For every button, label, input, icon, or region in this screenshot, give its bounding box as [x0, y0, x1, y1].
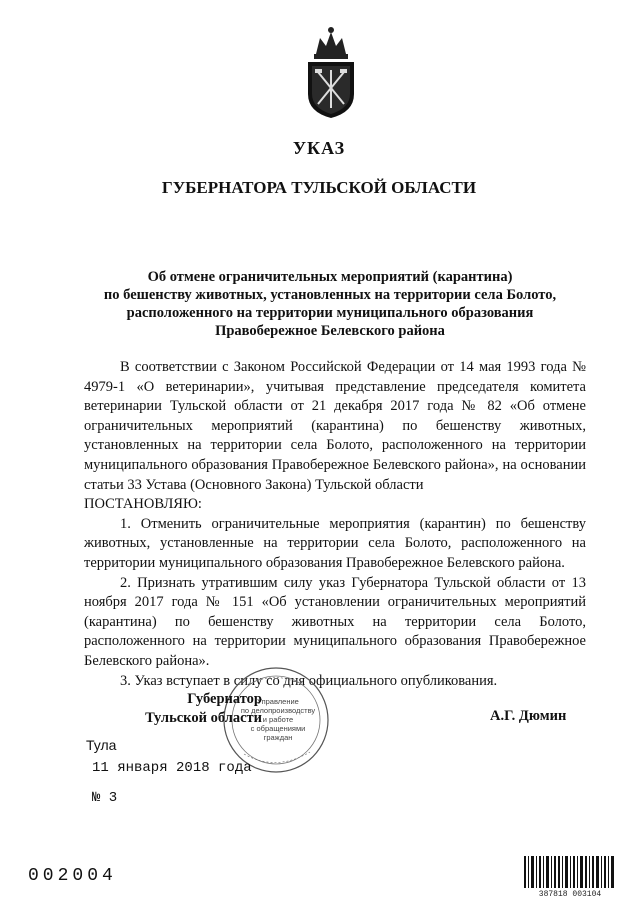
document-issuer: ГУБЕРНАТОРА ТУЛЬСКОЙ ОБЛАСТИ	[161, 178, 477, 197]
stamp-line: с обращениями	[250, 724, 306, 733]
decree-item-2: 2. Признать утратившим силу указ Губернатора Тульской области от 13 ноября 2017 года № 151 «Об установлении ограничительных мероприятий (карантина) по бешенству животных на территории села Болото, расположенного на территории муниципального образования Правобережное Белевского района».	[84, 574, 586, 669]
document-subject	[80, 268, 580, 340]
issue-date: 11 января 2018 года	[92, 760, 252, 776]
stamp-line: Управление	[257, 697, 299, 706]
position-line: Тульской области	[145, 710, 262, 726]
stamp-line: по делопроизводству	[240, 706, 316, 715]
signatory-name: А.Г. Дюмин	[490, 708, 567, 724]
document-body	[84, 358, 586, 691]
document-title: УКАЗ	[292, 138, 346, 158]
stamp-line: и работе	[262, 715, 294, 724]
subject-line: по бешенству животных, установленных на территории села Болото,	[103, 287, 557, 303]
preamble-paragraph: В соответствии с Законом Российской Федерации от 14 мая 1993 года № 4979-1 «О ветеринарии», учитывая представление председателя комитета ветеринарии Тульской области от 21 декабря 2017 года № 82 «Об отмене ограничительных мероприятий (карантина) по бешенству животных, установленных на территории села Болото, расположенного на территории муниципального образования Правобережное Белевского района», на основании статьи 33 Устава (Основного Закона) Тульской области	[84, 359, 586, 493]
signatory-position	[122, 690, 262, 728]
decree-item-1: 1. Отменить ограничительные мероприятия (карантин) по бешенству животных, установленные на территории села Болото, расположенного на территории муниципального образования Правобережное Белевского района.	[84, 515, 586, 571]
stamp-line: граждан	[263, 733, 293, 742]
issue-place: Тула	[86, 737, 117, 753]
subject-line: Об отмене ограничительных мероприятий (карантина)	[147, 269, 513, 285]
barcode-text: 387818 003104	[538, 890, 602, 899]
decree-item-3: 3. Указ вступает в силу со дня официального опубликования.	[120, 672, 498, 689]
document-number: № 3	[92, 790, 118, 806]
serial-number: 002004	[28, 866, 117, 886]
decree-word: ПОСТАНОВЛЯЮ:	[84, 496, 202, 513]
subject-line: Правобережное Белевского района	[215, 323, 445, 339]
position-line: Губернатор	[187, 691, 262, 707]
subject-line: расположенного на территории муниципального образования	[126, 305, 534, 321]
tula-coat-of-arms-icon	[298, 24, 364, 120]
